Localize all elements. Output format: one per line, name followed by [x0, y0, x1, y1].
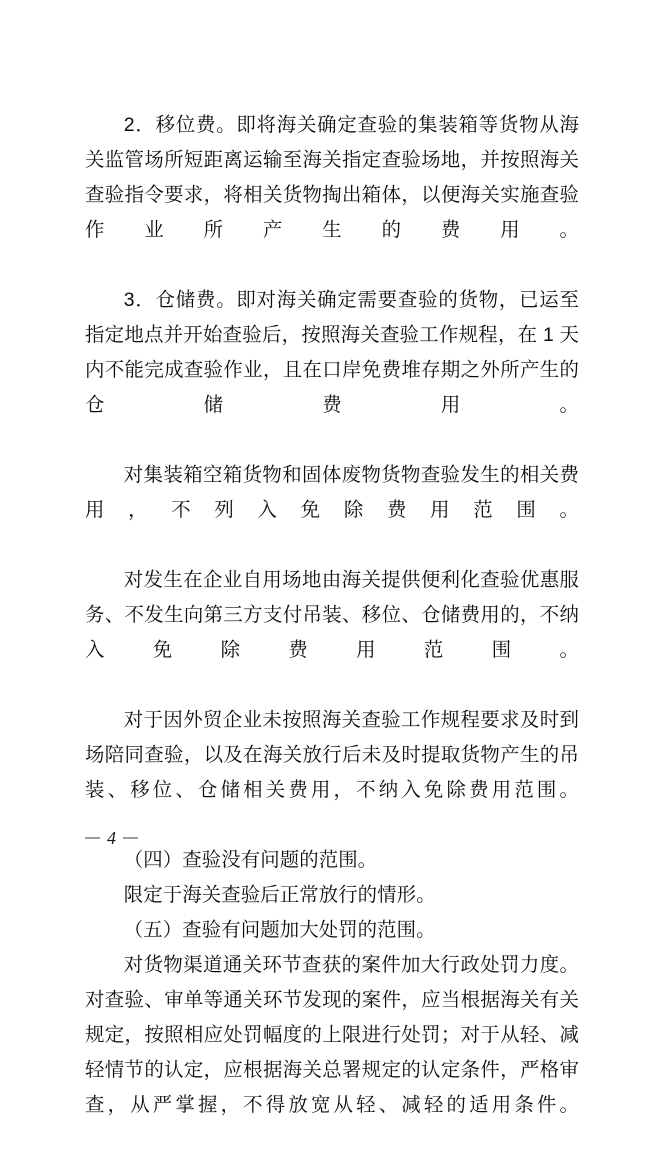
paragraph-empty-container-exclusion: 对集装箱空箱货物和固体废物货物查验发生的相关费用，不列入免除费用范围。: [85, 464, 579, 521]
paragraph-item-2-yiweifei: 2．移位费。即将海关确定查验的集装箱等货物从海关监管场所短距离运输至海关指定查验场地，并按照海关查验指令要求，将相关货物掏出箱体，以便海关实施查验作业所产生的费用。: [85, 114, 579, 241]
document-body: [85, 108, 579, 1158]
paragraph-enterprise-site-exclusion: 对发生在企业自用场地由海关提供便利化查验优惠服务、不发生向第三方支付吊装、移位、仓储费用的，不纳入免除费用范围。: [85, 569, 579, 661]
heading-section-5: （五）查验有问题加大处罚的范围。: [123, 919, 436, 941]
footer-dash-right: —: [123, 829, 139, 846]
page-footer: [85, 826, 579, 851]
paragraph-item-3-cangchufei: 3．仓储费。即对海关确定需要查验的货物，已运至指定地点并开始查验后，按照海关查验工作规程，在 1 天内不能完成查验作业，且在口岸免费堆存期之外所产生的仓储费用。: [85, 289, 579, 416]
paragraph-late-attendance-exclusion: 对于因外贸企业未按照海关查验工作规程要求及时到场陪同查验，以及在海关放行后未及时提取货物产生的吊装、移位、仓储相关费用，不纳入免除费用范围。: [85, 709, 579, 801]
heading-section-4: （四）查验没有问题的范围。: [123, 849, 378, 871]
footer-dash-left: —: [85, 829, 101, 846]
paragraph-section-5-body: 对货物渠道通关环节查获的案件加大行政处罚力度。对查验、审单等通关环节发现的案件，应当根据海关有关规定，按照相应处罚幅度的上限进行处罚；对于从轻、减轻情节的认定，应根据海关总署规定的认定条件，严格审查，从严掌握，不得放宽从轻、减轻的适用条件。: [85, 954, 579, 1116]
paragraph-section-4-body: 限定于海关查验后正常放行的情形。: [123, 884, 436, 906]
page-number: 4: [107, 828, 117, 848]
